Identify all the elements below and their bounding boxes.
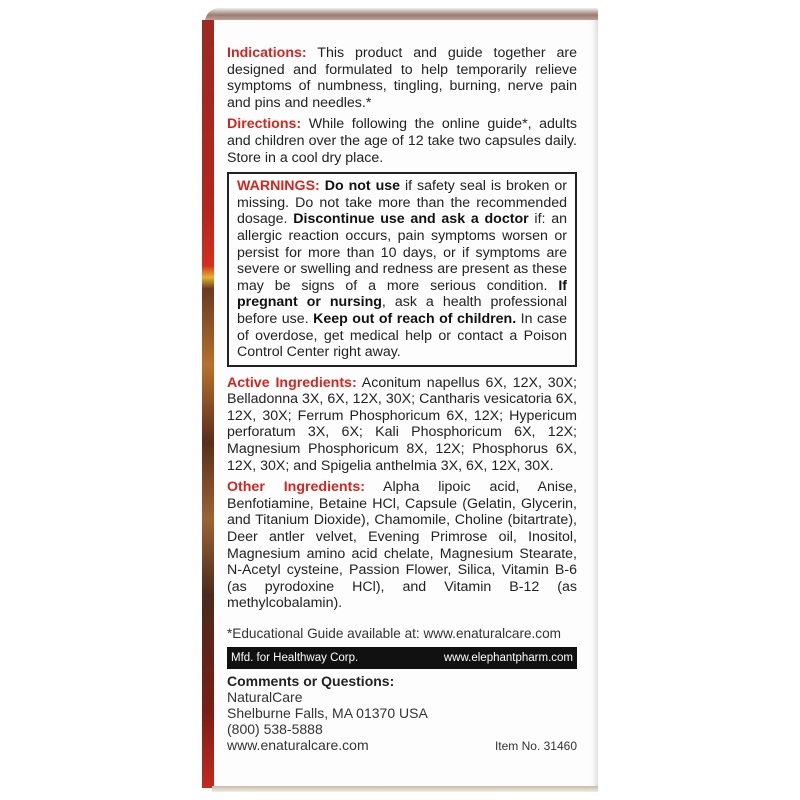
contact-block <box>227 673 577 754</box>
active-ingredients: Active Ingredients: Aconitum napellus 6X, 12X, 30X; Belladonna 3X, 6X, 12X, 30X; Cantharis vesicatoria 6X, 12X, 30X; Ferrum Phosphoricum 6X, 12X; Hypericum perforatum 3X, 6X; Kali Phosphoricum 6X, 12X; Magnesium Phosphoricum 8X, 12X; Phosphorus 6X, 12X, 30X; and Spigelia anthelmia 3X, 6X, 12X, 30X. <box>227 374 577 474</box>
phone: (800) 538-5888 <box>227 721 323 738</box>
box-left-edge <box>202 20 214 788</box>
directions: Directions: While following the online guide*, adults and children over the age of 12 take two capsules daily. Store in a cool dry place. <box>227 116 577 166</box>
label-text <box>227 45 577 754</box>
contact-heading: Comments or Questions: <box>227 673 395 690</box>
manufacturer-website: www.elephantpharm.com <box>443 651 573 664</box>
warnings-box: WARNINGS: Do not use if safety seal is broken or missing. Do not take more than the recommended dosage. Discontinue use and ask a doctor if: an allergic reaction occurs, pain symptoms worsen or persist for more than 10 days, or if symptoms are severe or swelling and redness are present as these may be signs of a more serious condition. If pregnant or nursing, ask a health professional before use. Keep out of reach of children. In case of overdose, get medical help or contact a Poison Control Center right away. <box>227 172 577 367</box>
manufacturer: Mfd. for Healthway Corp. <box>231 651 359 664</box>
item-number: Item No. 31460 <box>494 739 577 754</box>
address: Shelburne Falls, MA 01370 USA <box>227 705 428 722</box>
manufacturer-bar <box>227 647 577 670</box>
box-bottom-edge <box>212 786 598 792</box>
other-ingredients: Other Ingredients: Alpha lipoic acid, Anise, Benfotiamine, Betaine HCl, Capsule (Gelatin, Glycerin, and Titanium Dioxide), Chamomile, Choline (bitartrate), Deer antler velvet, Evening Primrose oil, Inositol, Magnesium amino acid chelate, Magnesium Stearate, N-Acetyl cysteine, Passion Flower, Silica, Vitamin B-6 (as pyrodoxine HCl), and Vitamin B-12 (as methylcobalamin). <box>227 479 577 612</box>
guide-note: *Educational Guide available at: www.enaturalcare.com <box>227 626 561 641</box>
website: www.enaturalcare.com <box>227 737 369 754</box>
indications: Indications: This product and guide together are designed and formulated to help temporarily relieve symptoms of numbness, tingling, burning, nerve pain and pins and needles.* <box>227 45 577 111</box>
company: NaturalCare <box>227 689 303 706</box>
